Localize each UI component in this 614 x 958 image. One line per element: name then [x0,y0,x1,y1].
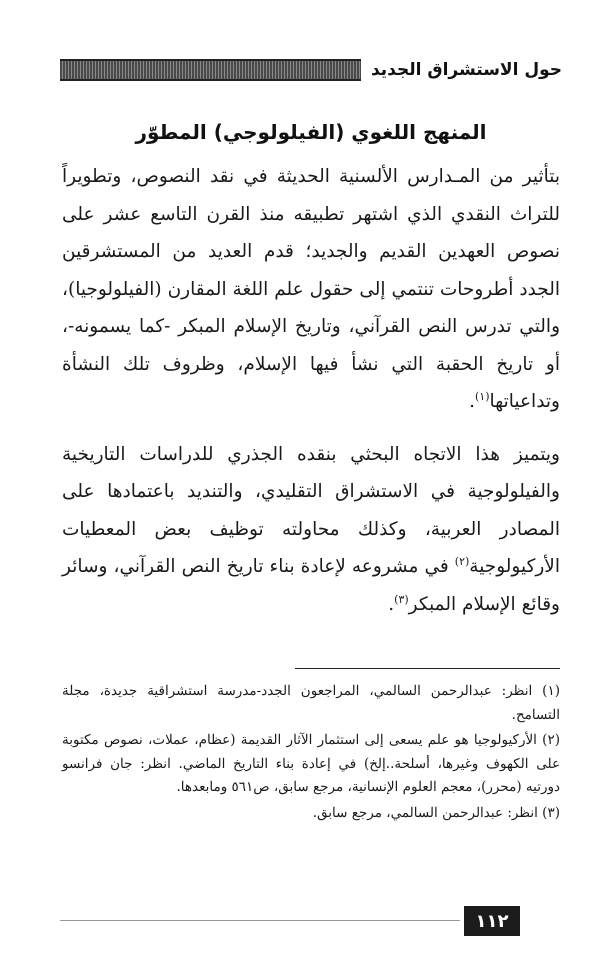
paragraph-1 [62,158,560,421]
paragraph-2-end: . [388,593,395,615]
header-decorative-bar [60,59,361,81]
bottom-rule [60,920,460,921]
footnotes [62,680,560,827]
paragraph-1-text: بتأثير من المـدارس الألسنية الحديثة في نقد النصوص، وتطويراً للتراث النقدي الذي اشتهر تطبيقه منذ القرن التاسع عشر على نصوص العهدين القديم والجديد؛ قدم العديد من المستشرقين الجدد أطروحات تنتمي إلى حقول علم اللغة المقارن (الفيلولوجيا)، والتي تدرس النص القرآني، وتاريخ الإسلام المبكر -كما يسمونه-، أو تاريخ الحقبة التي نشأ فيها الإسلام، وظروف تلك النشأة وتداعياتها [62,166,560,412]
paragraph-2-part-1: ويتميز هذا الاتجاه البحثي بنقده الجذري للدراسات التاريخية والفيلولوجية في الاستشراق التقليدي، والتنديد باعتمادها على المصادر العربية، وكذلك محاولته توظيف بعض المعطيات الأركيولوجية [62,443,560,577]
section-title: المنهج اللغوي (الفيلولوجي) المطوّر [135,120,487,144]
paragraph-1-end: . [469,391,475,412]
footnote-ref-1[interactable]: (١) [474,389,490,403]
footnote-3: (٣) انظر: عبدالرحمن السالمي، مرجع سابق. [312,804,560,821]
footnote-2: (٢) الأركيولوجيا هو علم يسعى إلى استثمار الآثار القديمة (عظام، عملات، نصوص مكتوبة على الكهوف وغيرها، أسلحة..إلخ) في إعادة بناء التاريخ الماضي. انظر: جان فرانسو دورتيه (محرر)، معجم العلوم الإنسانية، مرجع سابق، ص٥٦١ ومابعدها. [62,732,560,795]
running-title: حول الاستشراق الجديد [370,60,562,80]
footnote-ref-2[interactable]: (٢) [454,554,470,568]
footnote-ref-3[interactable]: (٣) [394,592,409,606]
paragraph-2 [62,436,560,624]
running-header [60,58,562,82]
paragraph-2-part-2: في مشروعه لإعادة بناء تاريخ النص القرآني، وسائر وقائع الإسلام المبكر [62,556,560,615]
page-number: ١١٢ [464,906,520,936]
footnote-separator [295,668,560,669]
footnote-1: (١) انظر: عبدالرحمن السالمي، المراجعون الجدد-مدرسة استشراقية جديدة، مجلة التسامح. [62,683,560,723]
main-content [62,120,560,623]
